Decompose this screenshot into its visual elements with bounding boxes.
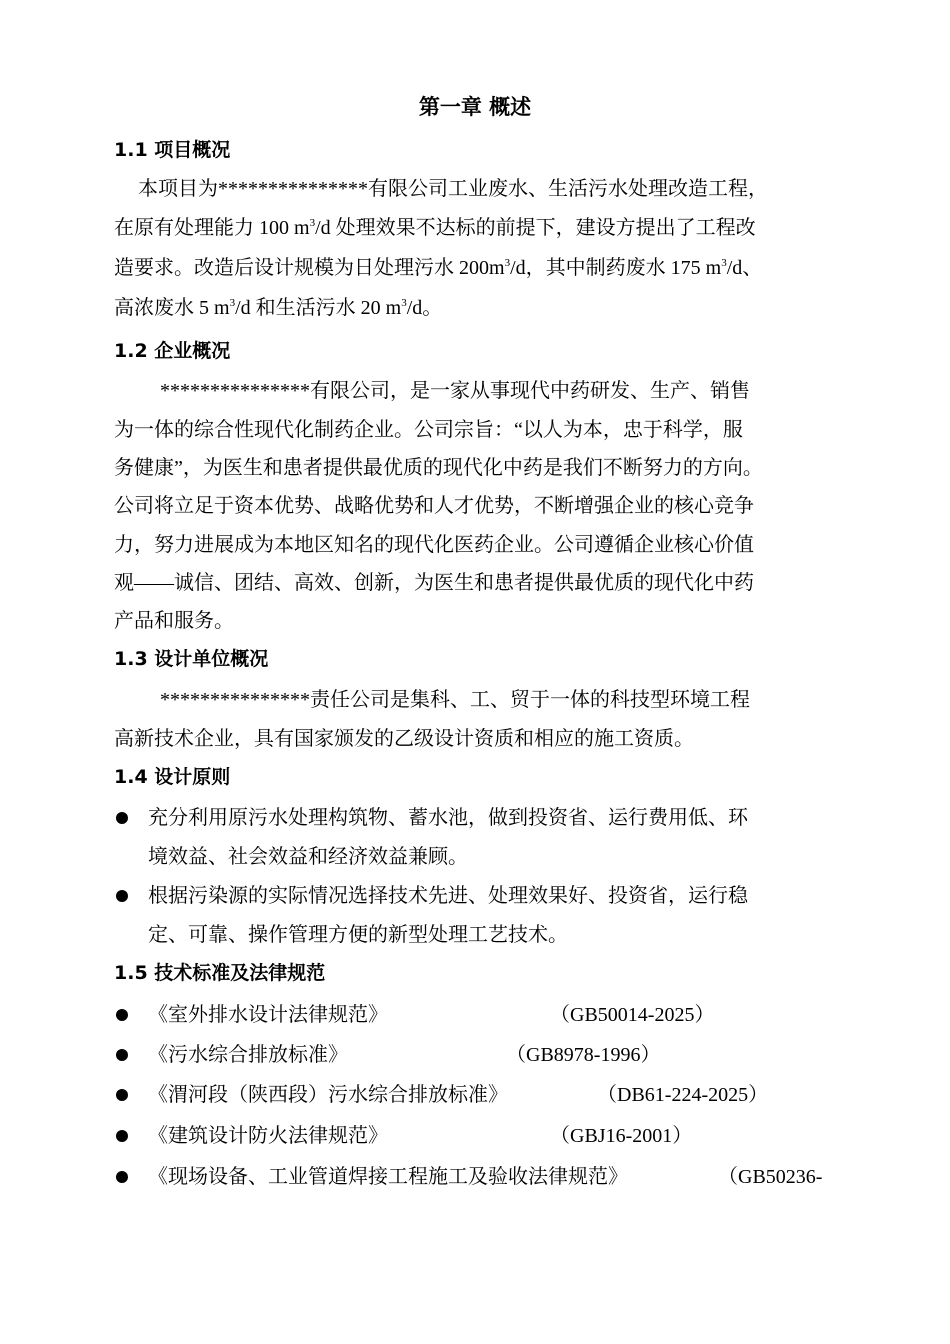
bullet-icon bbox=[116, 812, 128, 824]
paragraph-line: ***************有限公司，是一家从事现代中药研发、生产、销售 bbox=[160, 380, 750, 402]
section-heading-1-5: 1.5 技术标准及法律规范 bbox=[114, 962, 326, 984]
bullet-icon bbox=[116, 1089, 128, 1101]
standard-code: （GB50014-2025） bbox=[550, 1004, 715, 1026]
standard-title: 《室外排水设计法律规范》 bbox=[148, 1004, 388, 1026]
section-heading-1-2: 1.2 企业概况 bbox=[114, 340, 231, 362]
paragraph-line: 在原有处理能力 100 $m^3/d$ 处理效果不达标的前提下，建设方提出了工程改 bbox=[114, 217, 756, 239]
bullet-icon bbox=[116, 1130, 128, 1142]
standard-title: 《污水综合排放标准》 bbox=[148, 1044, 348, 1066]
paragraph-line: 公司将立足于资本优势、战略优势和人才优势，不断增强企业的核心竞争 bbox=[114, 495, 754, 517]
standard-title: 《建筑设计防火法律规范》 bbox=[148, 1125, 388, 1147]
paragraph-line: 力，努力进展成为本地区知名的现代化医药企业。公司遵循企业核心价值 bbox=[114, 534, 754, 556]
bullet-text: 充分利用原污水处理构筑物、蓄水池，做到投资省、运行费用低、环 bbox=[148, 807, 748, 829]
paragraph-line: 高新技术企业，具有国家颁发的乙级设计资质和相应的施工资质。 bbox=[114, 728, 694, 750]
bullet-icon bbox=[116, 1171, 128, 1183]
paragraph-line: 造要求。改造后设计规模为日处理污水 $200m^3/d$，其中制药废水 175 $m^3/d$、 bbox=[114, 257, 763, 279]
chapter-title: 第一章 概述 bbox=[418, 95, 532, 119]
paragraph-line: 为一体的综合性现代化制药企业。公司宗旨：“以人为本，忠于科学，服 bbox=[114, 419, 743, 441]
standard-code: （DB61-224-2025） bbox=[597, 1084, 769, 1106]
paragraph-line: 务健康”，为医生和患者提供最优质的现代化中药是我们不断努力的方向。 bbox=[114, 457, 763, 479]
bullet-icon bbox=[116, 890, 128, 902]
bullet-text: 境效益、社会效益和经济效益兼顾。 bbox=[148, 846, 468, 868]
standard-title: 《现场设备、工业管道焊接工程施工及验收法律规范》 bbox=[148, 1166, 628, 1188]
section-heading-1-4: 1.4 设计原则 bbox=[114, 766, 231, 788]
paragraph-line: 观——诚信、团结、高效、创新，为医生和患者提供最优质的现代化中药 bbox=[114, 572, 754, 594]
section-heading-1-1: 1.1 项目概况 bbox=[114, 139, 231, 161]
bullet-icon bbox=[116, 1049, 128, 1061]
standard-code: （GBJ16-2001） bbox=[550, 1125, 693, 1147]
standard-title: 《渭河段（陕西段）污水综合排放标准》 bbox=[148, 1084, 508, 1106]
paragraph-line: 高浓废水 5 $m^3/d$ 和生活污水 20 $m^3/d$。 bbox=[114, 297, 443, 319]
bullet-text: 定、可靠、操作管理方便的新型处理工艺技术。 bbox=[148, 924, 568, 946]
standard-code: （GB8978-1996） bbox=[506, 1044, 661, 1066]
paragraph-line: 本项目为***************有限公司工业废水、生活污水处理改造工程， bbox=[138, 178, 768, 200]
paragraph-line: 产品和服务。 bbox=[114, 610, 234, 632]
section-heading-1-3: 1.3 设计单位概况 bbox=[114, 648, 269, 670]
bullet-icon bbox=[116, 1009, 128, 1021]
bullet-text: 根据污染源的实际情况选择技术先进、处理效果好、投资省，运行稳 bbox=[148, 885, 748, 907]
paragraph-line: ***************责任公司是集科、工、贸于一体的科技型环境工程 bbox=[160, 689, 750, 711]
standard-code: （GB50236- bbox=[718, 1166, 823, 1188]
